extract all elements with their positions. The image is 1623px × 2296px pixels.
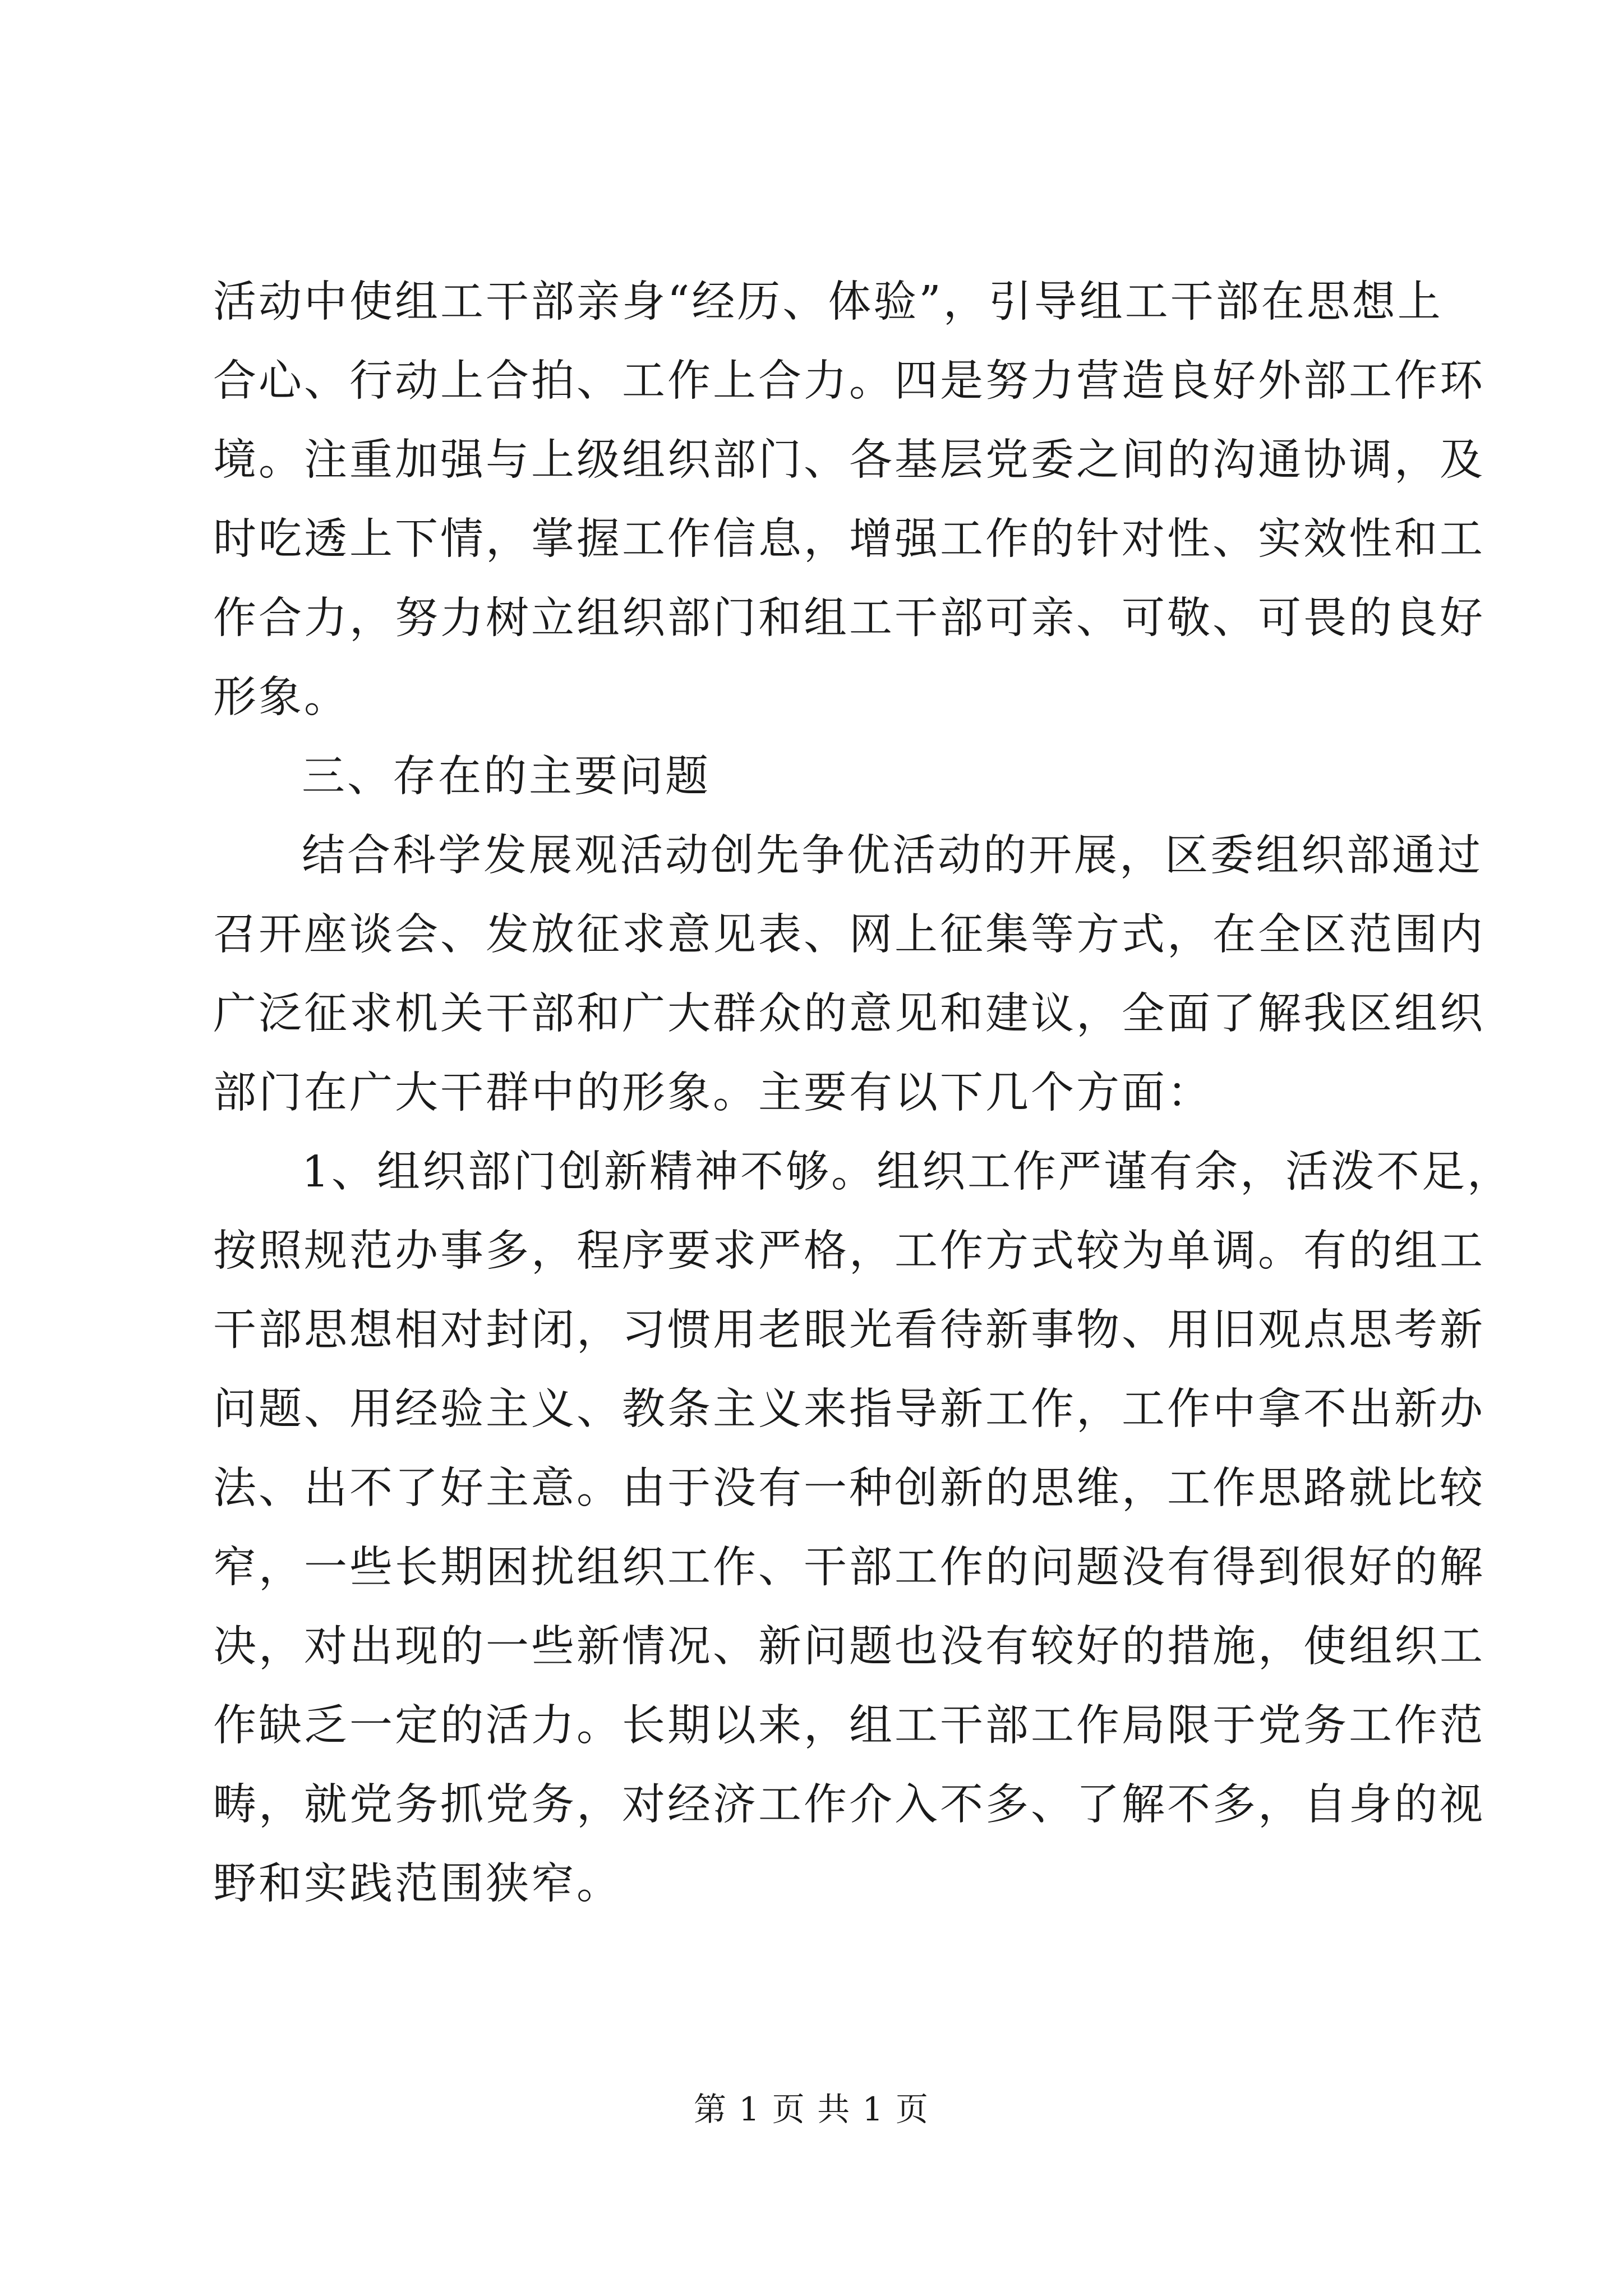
page-footer xyxy=(0,2087,1623,2132)
text-line: 境。注重加强与上级组织部门、各基层党委之间的沟通协调，及 xyxy=(213,435,1485,485)
text-line: 形象。 xyxy=(213,673,349,723)
text-line: 法、出不了好主意。由于没有一种创新的思维，工作思路就比较 xyxy=(213,1464,1485,1513)
text-line: 畴，就党务抓党务，对经济工作介入不多、了解不多，自身的视 xyxy=(213,1780,1485,1830)
text-line: 野和实践范围狭窄。 xyxy=(213,1859,622,1909)
text-line: 时吃透上下情，掌握工作信息，增强工作的针对性、实效性和工 xyxy=(213,514,1485,564)
text-line: 作合力，努力树立组织部门和组工干部可亲、可敬、可畏的良好 xyxy=(213,593,1485,643)
document-body xyxy=(213,263,1513,1924)
section-heading: 三、存在的主要问题 xyxy=(302,752,711,802)
text-line: 问题、用经验主义、教条主义来指导新工作，工作中拿不出新办 xyxy=(213,1384,1485,1434)
text-line: 合心、行动上合拍、工作上合力。四是努力营造良好外部工作环 xyxy=(213,356,1485,406)
text-line: 按照规范办事多，程序要求严格，工作方式较为单调。有的组工 xyxy=(213,1226,1485,1276)
text-line: 作缺乏一定的活力。长期以来，组工干部工作局限于党务工作范 xyxy=(213,1701,1485,1751)
text-line: 干部思想相对封闭，习惯用老眼光看待新事物、用旧观点思考新 xyxy=(213,1305,1485,1355)
text-line: 决，对出现的一些新情况、新问题也没有较好的措施，使组织工 xyxy=(213,1622,1485,1672)
text-line: 召开座谈会、发放征求意见表、网上征集等方式，在全区范围内 xyxy=(213,910,1485,960)
text-line: 广泛征求机关干部和广大群众的意见和建议，全面了解我区组织 xyxy=(213,989,1485,1039)
page-number-label: 第 1 页 共 1 页 xyxy=(694,2090,929,2128)
text-line: 活动中使组工干部亲身“经历、体验”，引导组工干部在思想上 xyxy=(213,277,1443,327)
text-line: 窄，一些长期困扰组织工作、干部工作的问题没有得到很好的解 xyxy=(213,1543,1485,1593)
text-line: 结合科学发展观活动创先争优活动的开展，区委组织部通过 xyxy=(302,831,1483,881)
text-line: 部门在广大干群中的形象。主要有以下几个方面： xyxy=(213,1068,1212,1118)
text-line: 1、组织部门创新精神不够。组织工作严谨有余，活泼不足， xyxy=(302,1147,1513,1197)
